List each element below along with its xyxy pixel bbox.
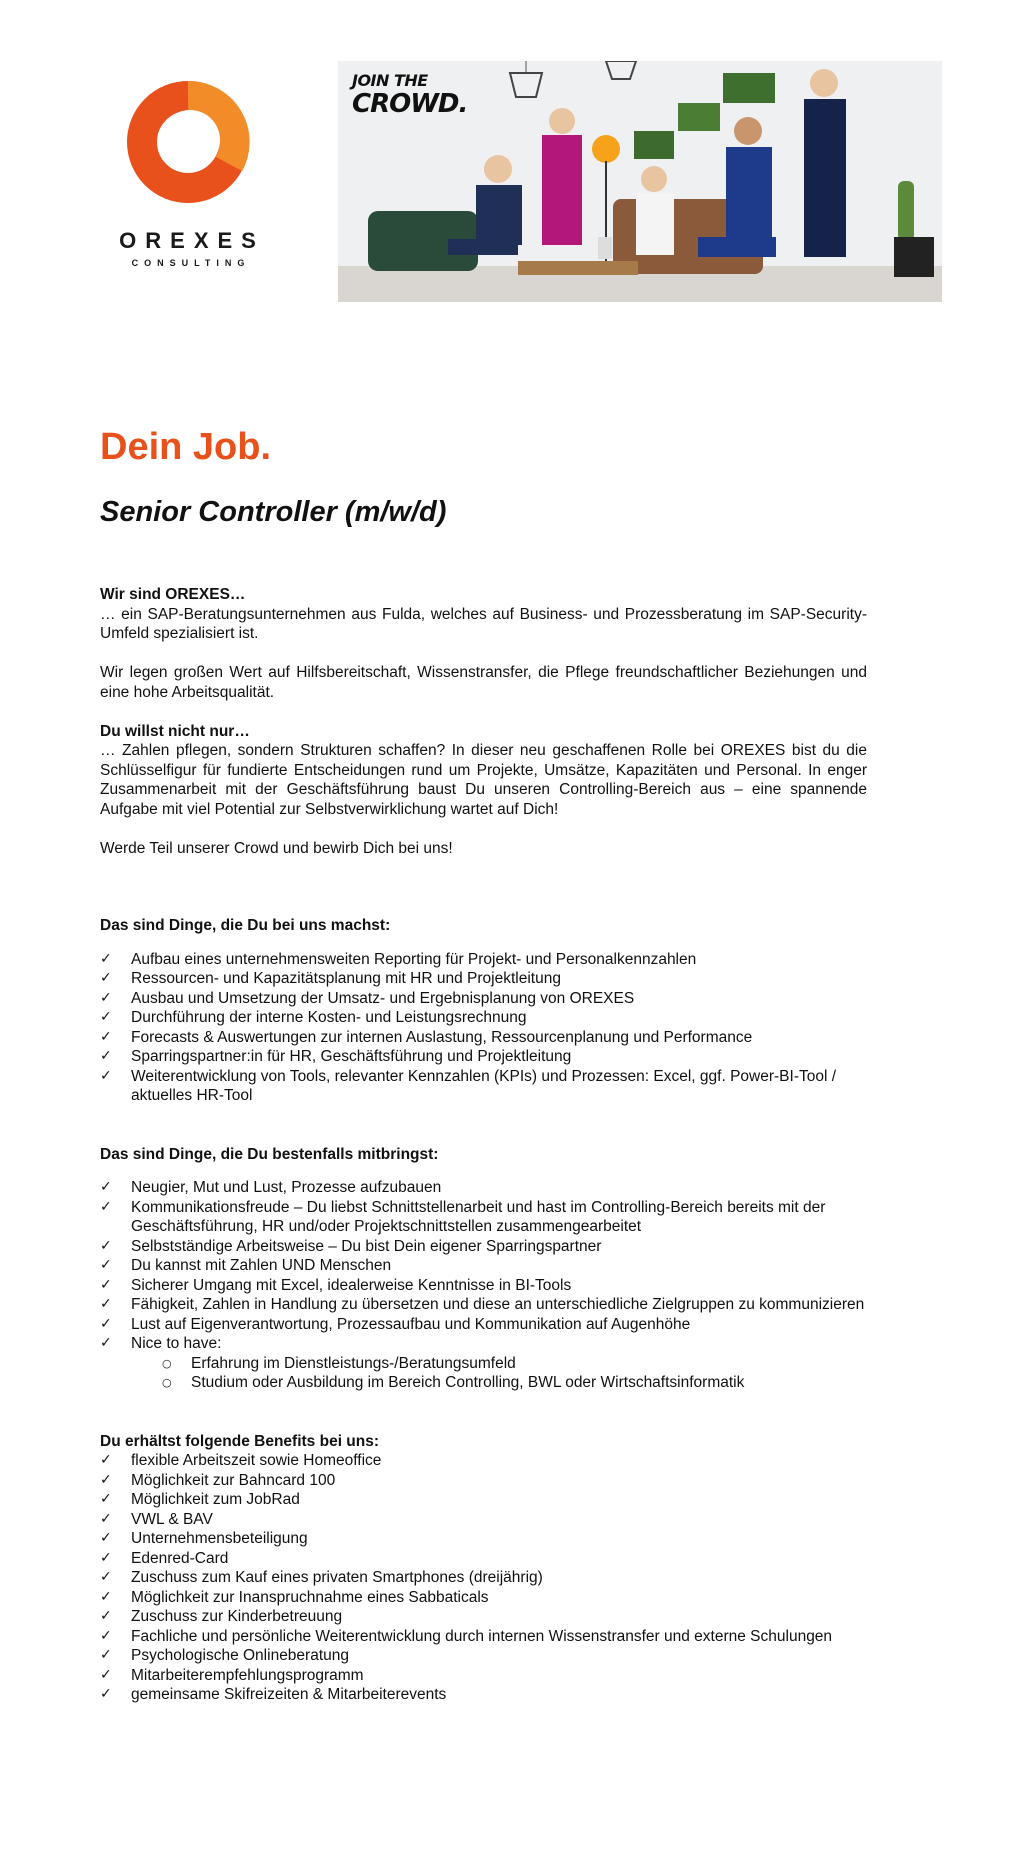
nice-to-have-list <box>161 1354 867 1393</box>
list-item: ✓ Neugier, Mut und Lust, Prozesse aufzubauen <box>100 1178 867 1198</box>
hero-slogan-line2: CROWD. <box>352 89 468 119</box>
list-item: ✓ Möglichkeit zum JobRad <box>100 1490 867 1510</box>
logo-ring-icon <box>124 78 252 206</box>
hero-slogan-line1: JOIN THE <box>352 71 428 90</box>
tasks-list <box>100 950 867 1106</box>
nice-to-have-label: Nice to have: <box>131 1335 222 1353</box>
hero-image <box>338 61 942 302</box>
list-item: ✓ Zuschuss zur Kinderbetreuung <box>100 1607 867 1627</box>
list-item: ✓ Edenred-Card <box>100 1549 867 1569</box>
job-posting <box>100 415 867 1705</box>
list-item: ✓ Ausbau und Umsetzung der Umsatz- und Ergebnisplanung von OREXES <box>100 989 867 1009</box>
call-to-action: Werde Teil unserer Crowd und bewirb Dich bei uns! <box>100 839 453 857</box>
job-title: Senior Controller (m/w/d) <box>100 495 447 528</box>
list-item: ✓ Aufbau eines unternehmensweiten Reporting für Projekt- und Personalkennzahlen <box>100 950 867 970</box>
benefits-list <box>100 1451 867 1705</box>
list-item: ✓ Kommunikationsfreude – Du liebst Schnittstellenarbeit und hast im Controlling-Bereich bereits mit der Geschäftsführung, HR und/oder Projektschnittstellen zusammengearbeitet <box>100 1198 867 1237</box>
list-item: ✓ flexible Arbeitszeit sowie Homeoffice <box>100 1451 867 1471</box>
list-item: ✓ Du kannst mit Zahlen UND Menschen <box>100 1256 867 1276</box>
role-heading: Du willst nicht nur… <box>100 722 250 740</box>
list-item: ✓ Weiterentwicklung von Tools, relevanter Kennzahlen (KPIs) und Prozessen: Excel, ggf. Power-BI-Tool / aktuelles HR-Tool <box>100 1067 867 1106</box>
intro-paragraph: … ein SAP-Beratungsunternehmen aus Fulda, welches auf Business- und Prozessberatung im SAP-Security-Umfeld spezialisiert ist. <box>100 605 867 643</box>
list-item: ✓ Mitarbeiterempfehlungsprogramm <box>100 1666 867 1686</box>
list-item: ✓ gemeinsame Skifreizeiten & Mitarbeiterevents <box>100 1685 867 1705</box>
page-headline: Dein Job. <box>100 426 272 468</box>
hero-slogan <box>352 73 467 117</box>
list-item: ✓ Möglichkeit zur Inanspruchnahme eines Sabbaticals <box>100 1588 867 1608</box>
benefits-heading: Du erhältst folgende Benefits bei uns: <box>100 1432 380 1450</box>
profile-list <box>100 1178 867 1393</box>
list-item: ✓ Ressourcen- und Kapazitätsplanung mit HR und Projektleitung <box>100 969 867 989</box>
list-item: ✓ Fachliche und persönliche Weiterentwicklung durch internen Wissenstransfer und externe Schulungen <box>100 1627 867 1647</box>
list-item: ✓ Möglichkeit zur Bahncard 100 <box>100 1471 867 1491</box>
profile-heading: Das sind Dinge, die Du bestenfalls mitbringst: <box>100 1145 439 1163</box>
list-item: ✓ Zuschuss zum Kauf eines privaten Smartphones (dreijährig) <box>100 1568 867 1588</box>
list-item: ✓ Forecasts & Auswertungen zur internen Auslastung, Ressourcenplanung und Performance <box>100 1028 867 1048</box>
logo-name: OREXES <box>119 228 265 253</box>
list-item: ✓ Fähigkeit, Zahlen in Handlung zu übersetzen und diese an unterschiedliche Zielgruppen zu kommunizieren <box>100 1295 867 1315</box>
list-item <box>100 1334 867 1393</box>
list-item: ✓ VWL & BAV <box>100 1510 867 1530</box>
role-paragraph: … Zahlen pflegen, sondern Strukturen schaffen? In dieser neu geschaffenen Rolle bei OREXES bist du die Schlüsselfigur für fundierte Entscheidungen rund um Projekte, Umsätze, Kapazitäten und Personal. In enger Zusammenarbeit mit der Geschäftsführung baust Du unseren Controlling-Bereich aus – eine spannende Aufgabe mit viel Potential zur Selbstverwirklichung wartet auf Dich! <box>100 742 867 818</box>
list-item: ✓ Sicherer Umgang mit Excel, idealerweise Kenntnisse in BI-Tools <box>100 1276 867 1296</box>
company-logo <box>98 78 278 273</box>
values-paragraph: Wir legen großen Wert auf Hilfsbereitschaft, Wissenstransfer, die Pflege freundschaftlicher Beziehungen und eine hohe Arbeitsqualität. <box>100 664 867 701</box>
list-item: ✓ Durchführung der interne Kosten- und Leistungsrechnung <box>100 1008 867 1028</box>
logo-subtitle: CONSULTING <box>131 258 251 268</box>
list-item: ✓ Psychologische Onlineberatung <box>100 1646 867 1666</box>
tasks-heading: Das sind Dinge, die Du bei uns machst: <box>100 917 391 935</box>
sub-list-item: ○ Erfahrung im Dienstleistungs-/Beratungsumfeld <box>161 1354 867 1374</box>
list-item: ✓ Selbstständige Arbeitsweise – Du bist Dein eigener Sparringspartner <box>100 1237 867 1257</box>
list-item: ✓ Lust auf Eigenverantwortung, Prozessaufbau und Kommunikation auf Augenhöhe <box>100 1315 867 1335</box>
list-item: ✓ Sparringspartner:in für HR, Geschäftsführung und Projektleitung <box>100 1047 867 1067</box>
sub-list-item: ○ Studium oder Ausbildung im Bereich Controlling, BWL oder Wirtschaftsinformatik <box>161 1373 867 1393</box>
list-item: ✓ Unternehmensbeteiligung <box>100 1529 867 1549</box>
intro-heading: Wir sind OREXES… <box>100 586 246 604</box>
